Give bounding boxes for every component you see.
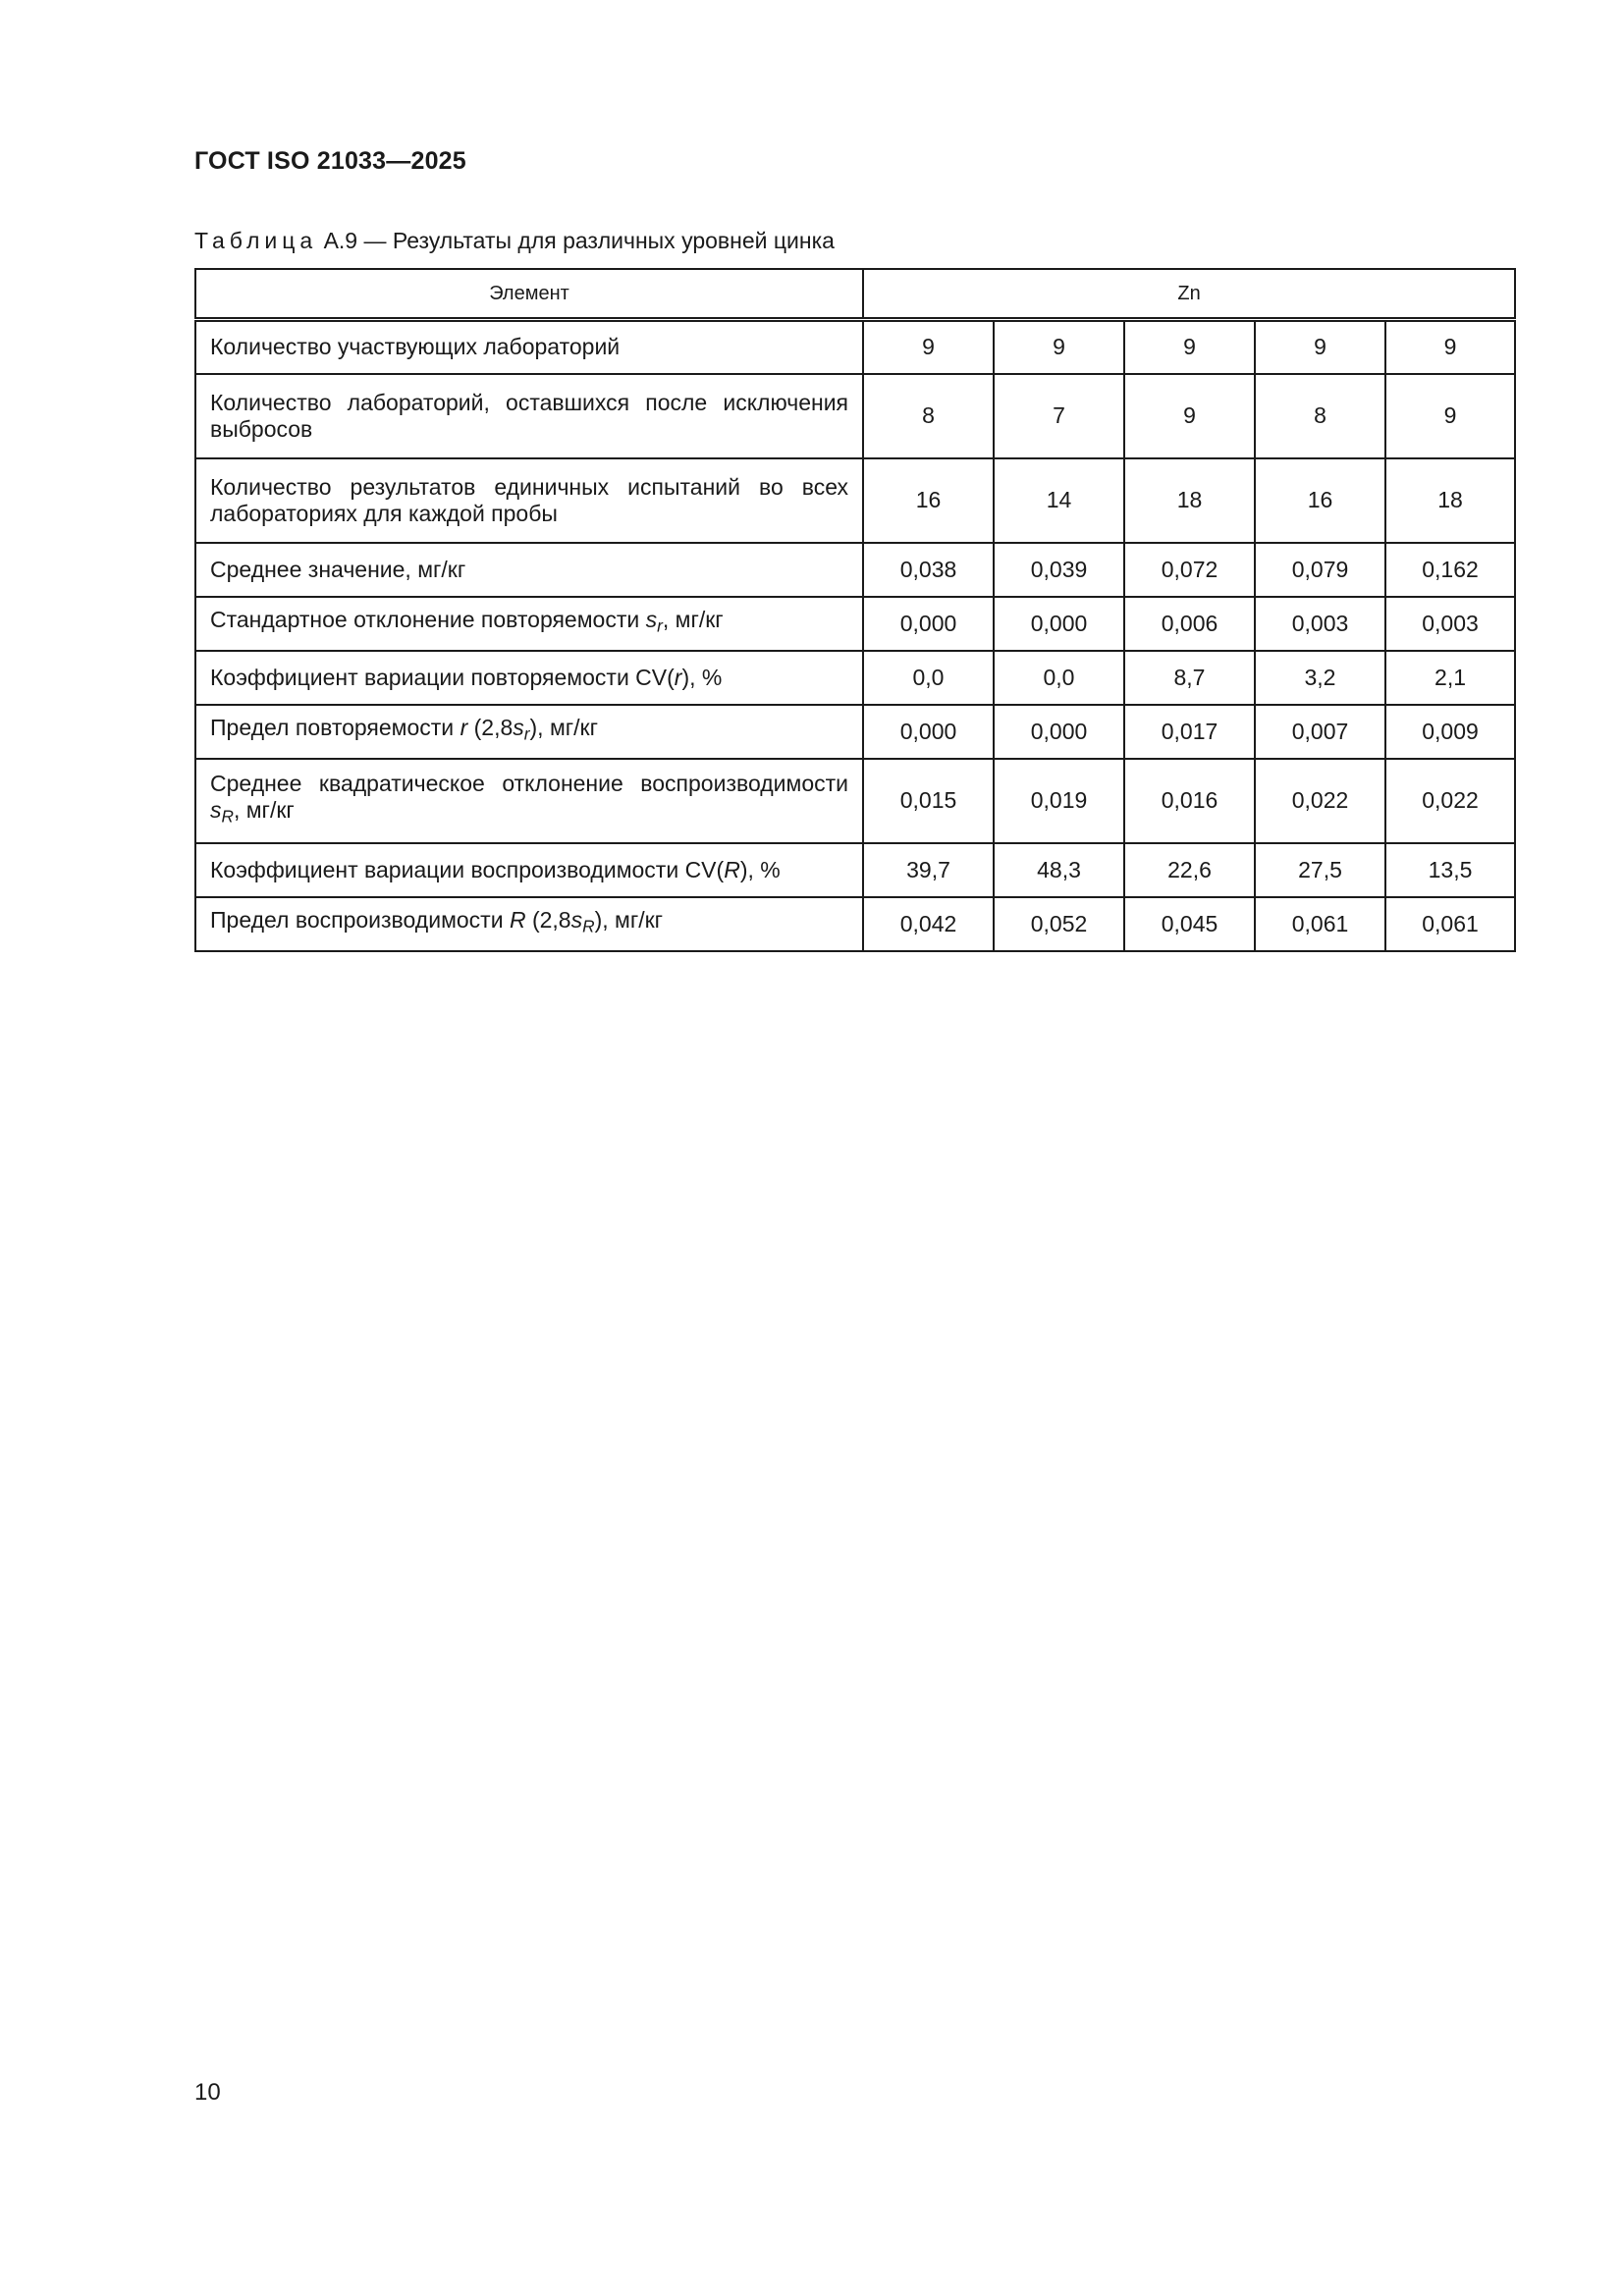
table-cell: 0,042 bbox=[863, 897, 994, 951]
table-cell: 0,022 bbox=[1255, 759, 1385, 843]
table-cell: 0,000 bbox=[863, 597, 994, 651]
row-label: Коэффициент вариации воспроизводимости CV(R), % bbox=[195, 843, 863, 897]
table-cell: 8 bbox=[863, 374, 994, 458]
table-cell: 8 bbox=[1255, 374, 1385, 458]
table-cell: 0,039 bbox=[994, 543, 1124, 597]
table-cell: 0,000 bbox=[994, 597, 1124, 651]
table-cell: 18 bbox=[1385, 458, 1515, 543]
table-cell: 16 bbox=[1255, 458, 1385, 543]
table-cell: 9 bbox=[1385, 374, 1515, 458]
table-cell: 13,5 bbox=[1385, 843, 1515, 897]
table-cell: 9 bbox=[994, 320, 1124, 374]
row-label: Коэффициент вариации повторяемости CV(r), % bbox=[195, 651, 863, 705]
table-row bbox=[195, 651, 1515, 705]
table-cell: 0,079 bbox=[1255, 543, 1385, 597]
header-element-value: Zn bbox=[863, 269, 1515, 320]
table-cell: 9 bbox=[1255, 320, 1385, 374]
table-row bbox=[195, 705, 1515, 759]
table-row bbox=[195, 843, 1515, 897]
table-cell: 0,019 bbox=[994, 759, 1124, 843]
row-label: Среднее значение, мг/кг bbox=[195, 543, 863, 597]
table-cell: 0,0 bbox=[863, 651, 994, 705]
table-cell: 0,003 bbox=[1385, 597, 1515, 651]
table-cell: 16 bbox=[863, 458, 994, 543]
table-cell: 0,009 bbox=[1385, 705, 1515, 759]
table-row bbox=[195, 374, 1515, 458]
row-label: Стандартное отклонение повторяемости $s_r$, мг/кг bbox=[195, 597, 863, 651]
table-cell: 0,022 bbox=[1385, 759, 1515, 843]
table-cell: 0,061 bbox=[1385, 897, 1515, 951]
table-cell: 9 bbox=[1124, 374, 1255, 458]
table-cell: 8,7 bbox=[1124, 651, 1255, 705]
row-label: Количество лабораторий, оставшихся после исключения выбросов bbox=[195, 374, 863, 458]
table-cell: 0,038 bbox=[863, 543, 994, 597]
table-cell: 9 bbox=[1385, 320, 1515, 374]
table-cell: 0,052 bbox=[994, 897, 1124, 951]
table-cell: 0,000 bbox=[863, 705, 994, 759]
table-cell: 22,6 bbox=[1124, 843, 1255, 897]
header-element-label: Элемент bbox=[195, 269, 863, 320]
table-cell: 2,1 bbox=[1385, 651, 1515, 705]
table-cell: 0,015 bbox=[863, 759, 994, 843]
table-cell: 14 bbox=[994, 458, 1124, 543]
row-label: Количество участвующих лабораторий bbox=[195, 320, 863, 374]
table-cell: 48,3 bbox=[994, 843, 1124, 897]
table-cell: 0,061 bbox=[1255, 897, 1385, 951]
table-row bbox=[195, 320, 1515, 374]
table-row bbox=[195, 597, 1515, 651]
table-cell: 0,003 bbox=[1255, 597, 1385, 651]
document-title: ГОСТ ISO 21033—2025 bbox=[194, 147, 466, 175]
row-label: Предел воспроизводимости R $(2,8s_R)$, мг/кг bbox=[195, 897, 863, 951]
table-cell: 0,000 bbox=[994, 705, 1124, 759]
table-cell: 0,0 bbox=[994, 651, 1124, 705]
table-cell: 0,072 bbox=[1124, 543, 1255, 597]
table-header-row bbox=[195, 269, 1515, 320]
table-cell: 0,007 bbox=[1255, 705, 1385, 759]
table-row bbox=[195, 759, 1515, 843]
table-caption-prefix: Таблица bbox=[194, 228, 318, 253]
table-cell: 0,016 bbox=[1124, 759, 1255, 843]
table-cell: 27,5 bbox=[1255, 843, 1385, 897]
table-cell: 7 bbox=[994, 374, 1124, 458]
table-cell: 9 bbox=[863, 320, 994, 374]
table-cell: 0,006 bbox=[1124, 597, 1255, 651]
table-cell: 0,162 bbox=[1385, 543, 1515, 597]
table-caption-text: А.9 — Результаты для различных уровней цинка bbox=[317, 228, 835, 253]
table-cell: 0,045 bbox=[1124, 897, 1255, 951]
table-cell: 3,2 bbox=[1255, 651, 1385, 705]
row-label: Предел повторяемости r $(2,8s_r)$, мг/кг bbox=[195, 705, 863, 759]
table-cell: 0,017 bbox=[1124, 705, 1255, 759]
table-row bbox=[195, 543, 1515, 597]
table-row bbox=[195, 897, 1515, 951]
table-row bbox=[195, 458, 1515, 543]
table-cell: 39,7 bbox=[863, 843, 994, 897]
table-caption bbox=[194, 228, 835, 254]
results-table bbox=[194, 268, 1516, 952]
row-label: Количество результатов единичных испытаний во всех лабораториях для каждой пробы bbox=[195, 458, 863, 543]
table-cell: 18 bbox=[1124, 458, 1255, 543]
table-cell: 9 bbox=[1124, 320, 1255, 374]
row-label: Среднее квадратическое отклонение воспроизводимости $s_R$, мг/кг bbox=[195, 759, 863, 843]
page-number: 10 bbox=[194, 2079, 221, 2106]
